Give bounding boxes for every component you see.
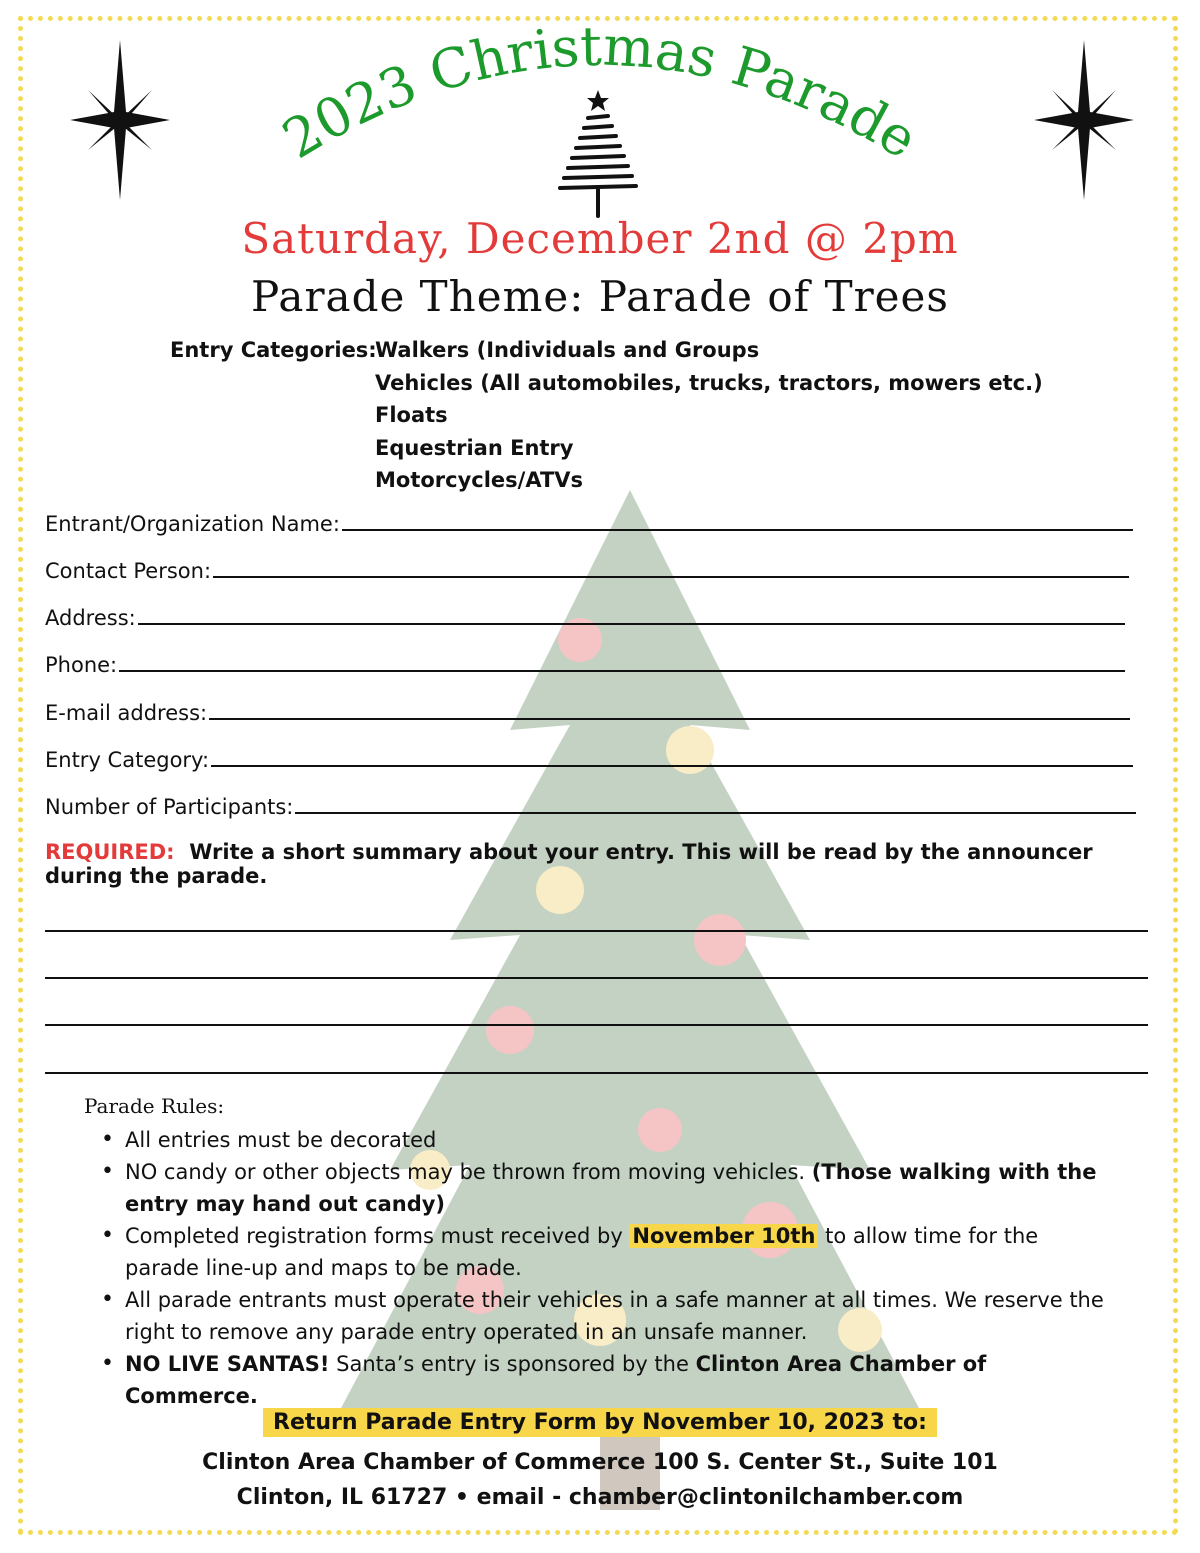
field-label: Phone: xyxy=(45,653,118,677)
entry-category-field[interactable] xyxy=(45,742,1133,772)
email-field[interactable] xyxy=(45,695,1130,725)
categories-label: Entry Categories: xyxy=(170,338,377,362)
chamber-address: Clinton Area Chamber of Commerce 100 S. Center St., Suite 101 xyxy=(202,1450,998,1475)
sparkle-star-icon xyxy=(1034,40,1134,200)
rules-list xyxy=(95,1124,1105,1412)
summary-line[interactable] xyxy=(45,977,1148,979)
deadline-highlight: November 10th xyxy=(629,1224,818,1248)
rule-item: • NO LIVE SANTAS! Santa’s entry is sponsored by the Clinton Area Chamber of Commerce. xyxy=(95,1348,1105,1412)
christmas-tree-icon xyxy=(548,88,648,220)
field-label: Number of Participants: xyxy=(45,795,294,819)
category-item: Equestrian Entry xyxy=(375,435,574,460)
parade-date: Saturday, December 2nd @ 2pm xyxy=(241,214,959,263)
rule-item: • Completed registration forms must received by November 10th to allow time for the parade line-up and maps to be made. xyxy=(95,1220,1105,1284)
sparkle-star-icon xyxy=(70,40,170,200)
summary-line[interactable] xyxy=(45,930,1148,932)
rule-item: • All entries must be decorated xyxy=(95,1124,1105,1156)
address-field[interactable] xyxy=(45,600,1125,630)
title-text: 2023 Christmas Parade xyxy=(272,20,928,170)
contact-person-field[interactable] xyxy=(45,553,1129,583)
organization-name-field[interactable] xyxy=(45,506,1133,536)
field-label: E-mail address: xyxy=(45,701,208,725)
field-label: Entrant/Organization Name: xyxy=(45,512,340,536)
phone-field[interactable] xyxy=(45,647,1125,677)
parade-theme: Parade Theme: Parade of Trees xyxy=(251,272,949,321)
rule-item: • NO candy or other objects may be thrown from moving vehicles. (Those walking with the entry may hand out candy) xyxy=(95,1156,1105,1220)
rule-item: • All parade entrants must operate their vehicles in a safe manner at all times. We reserve the right to remove any parade entry operated in an unsafe manner. xyxy=(95,1284,1105,1348)
return-instructions: Return Parade Entry Form by November 10, 2023 to: xyxy=(0,1410,1200,1435)
field-label: Entry Category: xyxy=(45,748,210,772)
rules-title: Parade Rules: xyxy=(84,1094,225,1118)
required-summary-note xyxy=(45,840,1155,888)
participants-field[interactable] xyxy=(45,789,1136,819)
chamber-contact: Clinton, IL 61727 • email - chamber@clintonilchamber.com xyxy=(236,1485,964,1510)
field-label: Contact Person: xyxy=(45,559,212,583)
required-label: REQUIRED: xyxy=(45,840,175,864)
summary-line[interactable] xyxy=(45,1024,1148,1026)
field-label: Address: xyxy=(45,606,136,630)
category-item: Walkers (Individuals and Groups xyxy=(375,338,760,362)
category-item: Motorcycles/ATVs xyxy=(375,468,584,492)
summary-line[interactable] xyxy=(45,1072,1148,1074)
category-item: Floats xyxy=(375,403,448,427)
required-text: Write a short summary about your entry. This will be read by the announcer during the parade. xyxy=(45,840,1093,888)
category-item: Vehicles (All automobiles, trucks, tractors, mowers etc.) xyxy=(375,370,1043,395)
